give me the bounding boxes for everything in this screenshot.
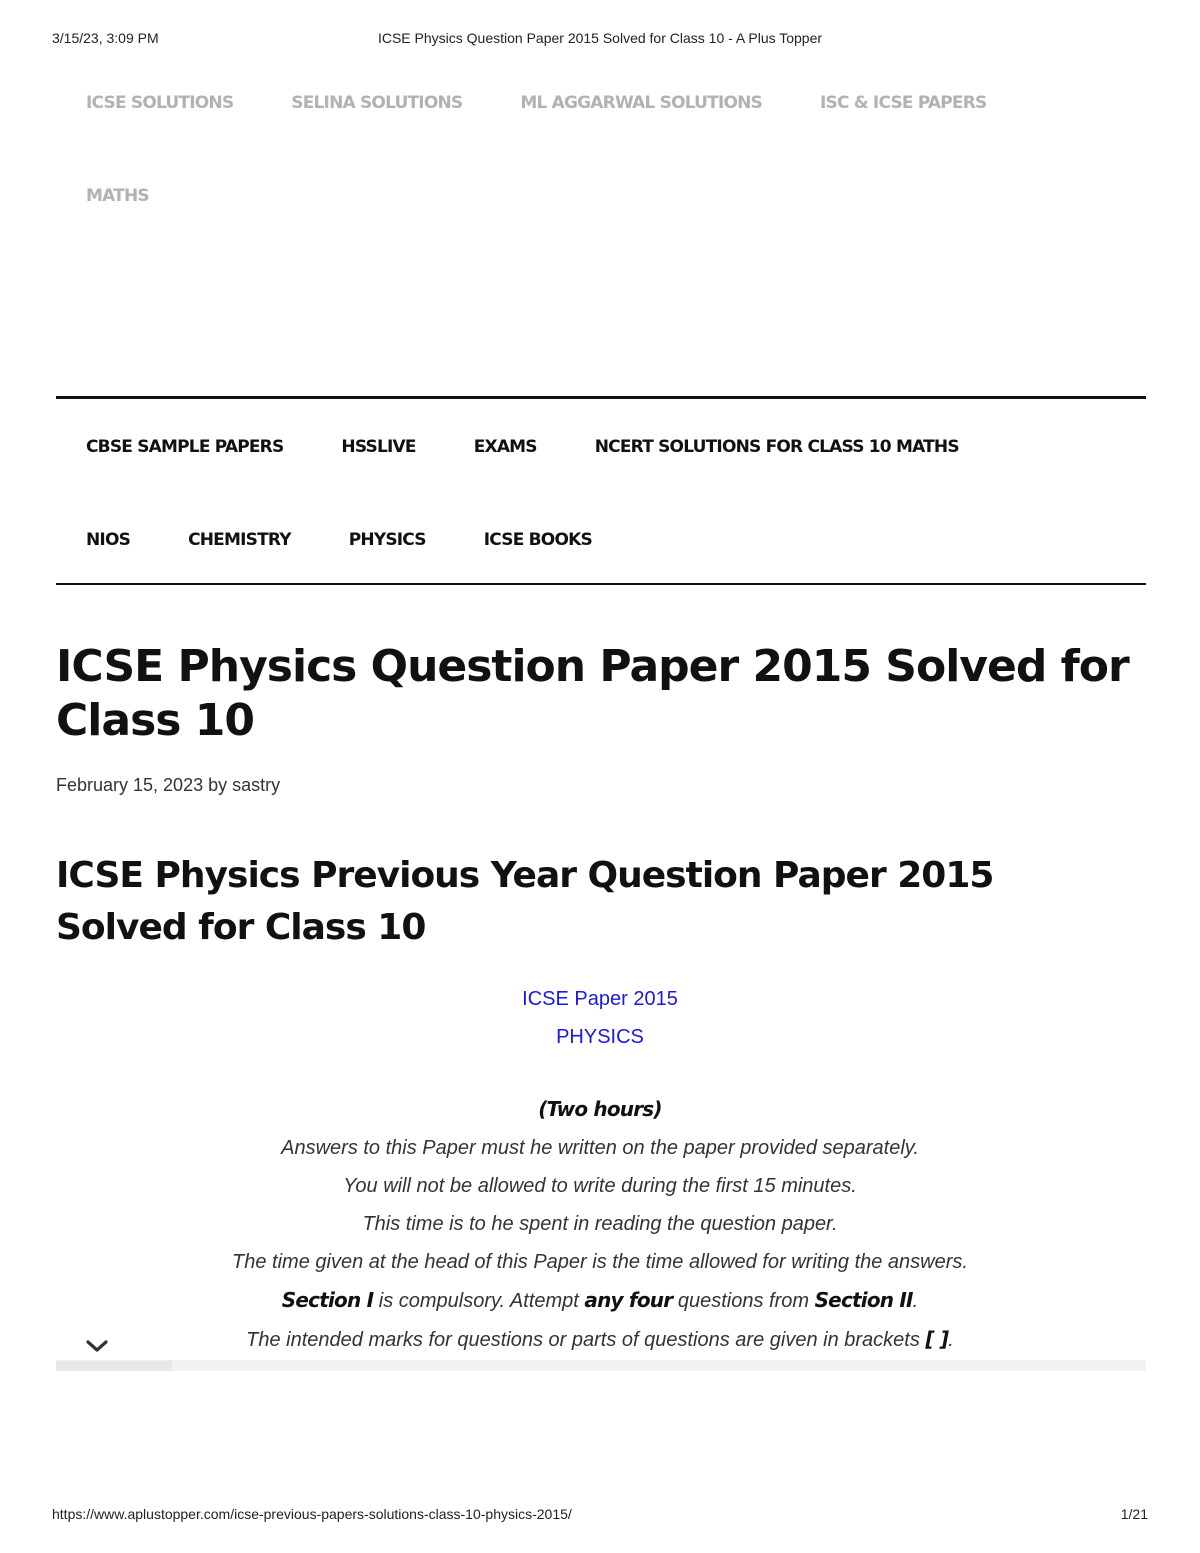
page-title bbox=[56, 640, 1156, 748]
print-header bbox=[52, 30, 1148, 48]
print-page-title: ICSE Physics Question Paper 2015 Solved for Class 10 - A Plus Topper bbox=[377, 30, 823, 46]
post-date: February 15, 2023 bbox=[56, 775, 204, 795]
instruction-line: You will not be allowed to write during the first 15 minutes. bbox=[343, 1175, 857, 1197]
top-nav bbox=[86, 80, 1140, 219]
chevron-down-icon[interactable] bbox=[84, 1334, 110, 1358]
main-nav-chemistry[interactable]: CHEMISTRY bbox=[188, 530, 291, 550]
exam-instructions bbox=[0, 1090, 1200, 1359]
page-title-line1: ICSE Physics Question Paper 2015 Solved for bbox=[56, 641, 1129, 692]
top-nav-isc-icse-papers[interactable]: ISC & ICSE PAPERS bbox=[820, 93, 987, 113]
subject-link[interactable]: PHYSICS bbox=[556, 1026, 644, 1048]
main-nav-nios[interactable]: NIOS bbox=[86, 530, 131, 550]
instruction-line: The time given at the head of this Paper is the time allowed for writing the answers. bbox=[232, 1251, 968, 1273]
main-nav-cbse-sample-papers[interactable]: CBSE SAMPLE PAPERS bbox=[86, 437, 284, 457]
section-heading-line1: ICSE Physics Previous Year Question Paper 2015 bbox=[56, 855, 994, 896]
paper-links bbox=[0, 980, 1200, 1056]
main-nav-exams[interactable]: EXAMS bbox=[473, 437, 537, 457]
top-nav-maths[interactable]: MATHS bbox=[86, 186, 149, 206]
instruction-line: The intended marks for questions or parts of questions are given in brackets [ ]. bbox=[246, 1327, 954, 1351]
top-nav-ml-aggarwal-solutions[interactable]: ML AGGARWAL SOLUTIONS bbox=[520, 93, 763, 113]
print-page-number: 1/21 bbox=[1120, 1506, 1148, 1522]
top-nav-selina-solutions[interactable]: SELINA SOLUTIONS bbox=[291, 93, 463, 113]
main-nav-icse-books[interactable]: ICSE BOOKS bbox=[483, 530, 592, 550]
main-nav bbox=[56, 396, 1146, 585]
instruction-line: This time is to he spent in reading the question paper. bbox=[362, 1213, 838, 1235]
brackets-label: [ ] bbox=[925, 1327, 949, 1351]
instruction-line: Section I is compulsory. Attempt any four questions from Section II. bbox=[281, 1288, 919, 1312]
any-four-label: any four bbox=[584, 1288, 673, 1312]
print-datetime: 3/15/23, 3:09 PM bbox=[52, 30, 159, 46]
content-divider bbox=[56, 1360, 1146, 1371]
main-nav-hsslive[interactable]: HSSLIVE bbox=[341, 437, 416, 457]
section-i-label: Section I bbox=[281, 1288, 374, 1312]
print-footer bbox=[52, 1506, 1148, 1524]
paper-link[interactable]: ICSE Paper 2015 bbox=[522, 988, 678, 1010]
top-nav-icse-solutions[interactable]: ICSE SOLUTIONS bbox=[86, 93, 234, 113]
section-heading-line2: Solved for Class 10 bbox=[56, 907, 426, 948]
post-by: by bbox=[208, 775, 228, 795]
main-nav-ncert-solutions[interactable]: NCERT SOLUTIONS FOR CLASS 10 MATHS bbox=[594, 437, 959, 457]
section-ii-label: Section II bbox=[814, 1288, 913, 1312]
instruction-line: Answers to this Paper must he written on the paper provided separately. bbox=[281, 1137, 919, 1159]
section-heading bbox=[56, 850, 1106, 954]
print-url: https://www.aplustopper.com/icse-previous-papers-solutions-class-10-physics-2015/ bbox=[52, 1506, 572, 1522]
post-meta bbox=[56, 775, 280, 796]
post-author[interactable]: sastry bbox=[232, 775, 281, 795]
main-nav-physics[interactable]: PHYSICS bbox=[348, 530, 426, 550]
page-title-line2: Class 10 bbox=[56, 695, 254, 746]
divider-tab bbox=[56, 1361, 172, 1371]
exam-duration: (Two hours) bbox=[538, 1097, 662, 1121]
